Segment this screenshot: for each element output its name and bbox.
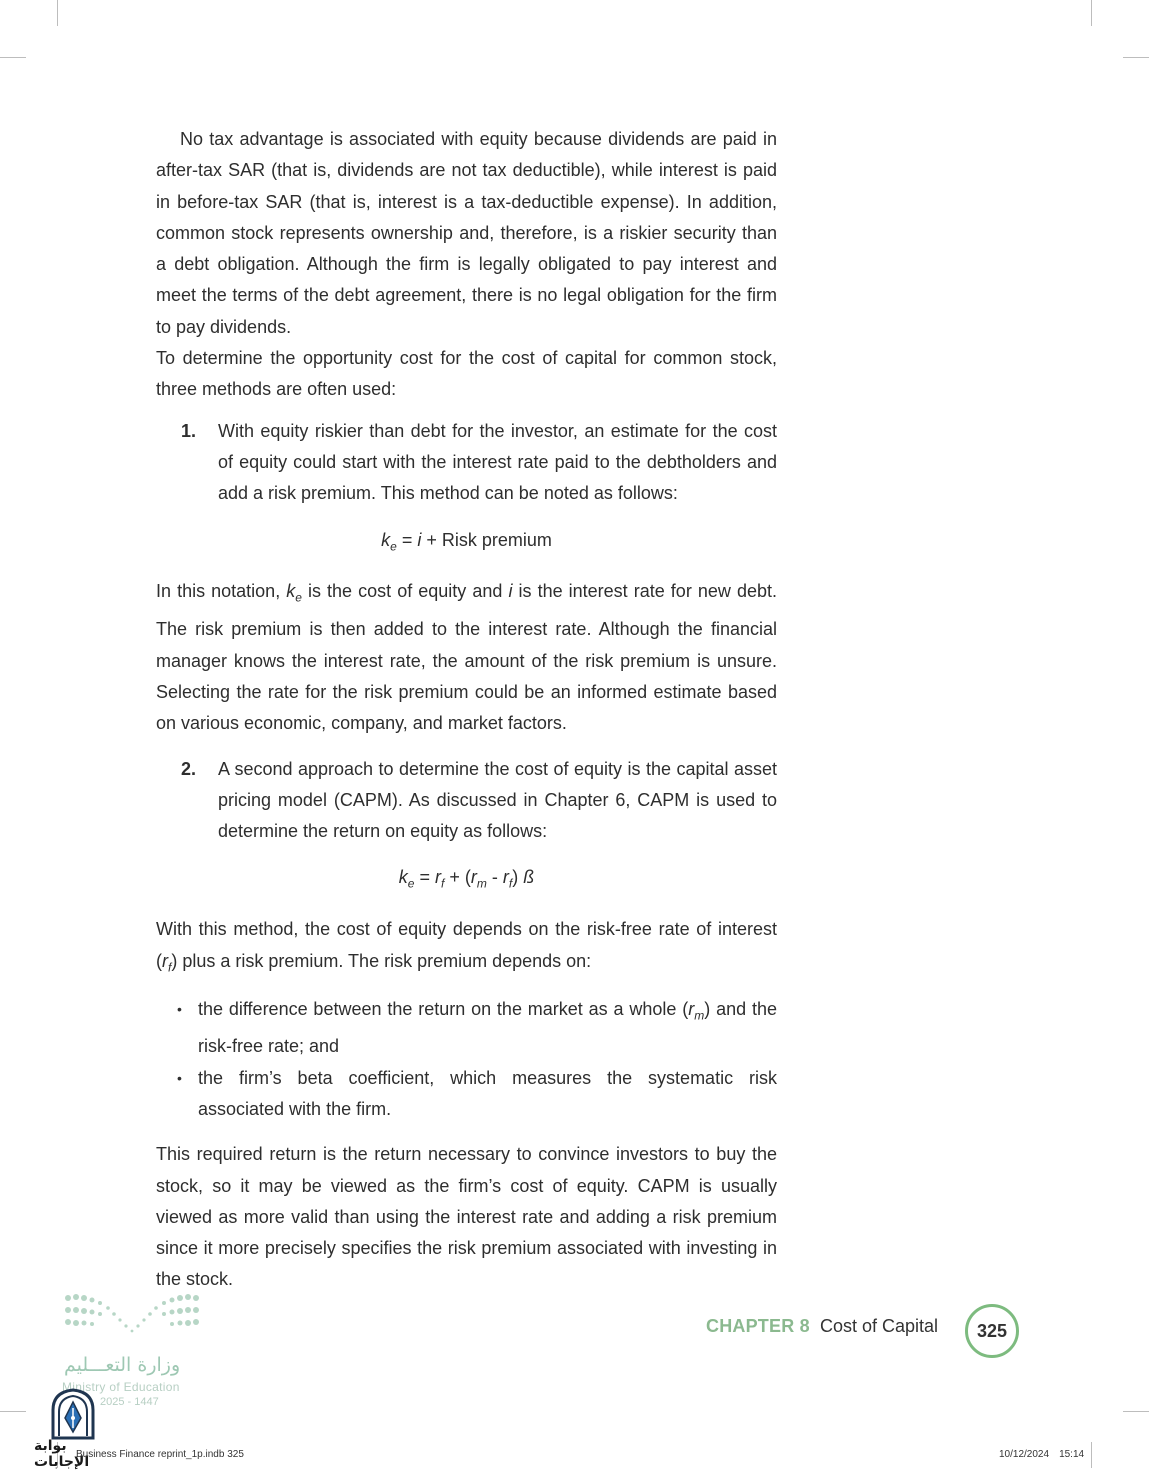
print-slug-file: Business Finance reprint_1p.indb 325: [76, 1449, 244, 1460]
chapter-title: Cost of Capital: [820, 1316, 939, 1336]
pen-nib-arch-icon: [48, 1388, 98, 1440]
crop-mark: [1091, 1442, 1092, 1468]
text-subscript: f: [168, 960, 172, 975]
formula-text: =: [414, 867, 435, 888]
item-number: 1.: [181, 420, 197, 441]
text-run: is the cost of equity and: [301, 581, 509, 602]
print-slug-time: 15:14: [1059, 1449, 1085, 1460]
text-symbol: r: [688, 998, 695, 1019]
page-number: 325: [976, 1320, 1008, 1341]
crop-mark: [57, 0, 58, 26]
paragraph: This required return is the return necessary to convince investors to buy the stock, so it may be viewed as the firm’s cost of equity. CAPM is usually viewed as more valid than using the interest rate and adding a risk premium since it more precisely specifies the risk premium associated with investing in the stock.: [156, 1144, 777, 1290]
print-slug-date: 10/12/2024: [999, 1449, 1050, 1460]
formula-symbol: k: [381, 529, 391, 550]
item-number: 2.: [181, 758, 197, 779]
ministry-year: 2025 - 1447: [100, 1396, 159, 1408]
text-run: In this notation,: [156, 581, 287, 602]
text-run: is the interest rate for new debt. The risk premium is then added to the interest rate. Although the financial manager knows the interest rate, the amount of the risk premium is unsure. Selecting the rate for the risk premium could be an informed estimate based on various economic, company, and market factors.: [156, 581, 777, 734]
formula-text: + Risk premium: [421, 529, 552, 550]
formula-symbol: r: [435, 867, 441, 888]
crop-mark: [0, 57, 26, 58]
ministry-english-name: Ministry of Education: [62, 1380, 180, 1394]
site-label: بوابة الإجابات: [34, 1438, 90, 1470]
crop-mark: [0, 1411, 26, 1412]
formula-symbol: r: [502, 867, 509, 888]
chapter-label: CHAPTER 8: [706, 1316, 810, 1336]
formula-symbol: i: [417, 529, 422, 550]
bullet-list: [177, 994, 777, 1126]
bullet-icon: •: [177, 1069, 182, 1086]
formula-capm: [156, 862, 777, 900]
ministry-dots-logo-icon: [62, 1290, 202, 1340]
formula-subscript: m: [476, 877, 487, 892]
text-run: ) and the risk-free rate; and: [198, 998, 777, 1057]
formula-text: + (: [444, 867, 471, 888]
paragraph: No tax advantage is associated with equity because dividends are paid in after-tax SAR (that is, dividends are not tax deductible), while interest is paid in before-tax SAR (that is, interest is a tax-deductible expense). In addition, common stock represents ownership and, therefore, is a riskier security than a debt obligation. Although the firm is legally obligated to pay interest and meet the terms of the debt agreement, there is no legal obligation for the firm to pay dividends.: [156, 129, 777, 337]
numbered-item: [181, 754, 777, 848]
formula-text: =: [396, 529, 418, 550]
text-symbol: r: [162, 950, 168, 971]
item-text: A second approach to determine the cost of equity is the capital asset pricing model (CAPM). As discussed in Chapter 6, CAPM is used to determine the return on equity as follows:: [218, 758, 777, 842]
numbered-item: [181, 416, 777, 510]
formula-subscript: e: [407, 877, 415, 892]
list-item: [177, 1063, 777, 1126]
bullet-icon: •: [177, 1000, 182, 1017]
page-number-badge: [965, 1304, 1019, 1358]
text-symbol: k: [286, 581, 296, 602]
formula-subscript: e: [390, 539, 397, 554]
ministry-arabic-name: وزارة التعـــليم: [64, 1354, 181, 1376]
formula-text: -: [486, 867, 503, 888]
text-symbol: i: [508, 581, 513, 602]
formula-risk-premium: [156, 525, 777, 563]
paragraph: [156, 914, 777, 983]
formula-symbol: k: [398, 867, 408, 888]
crop-mark: [1123, 1411, 1149, 1412]
text-run: With this method, the cost of equity depends on the risk-free rate of interest (: [156, 919, 777, 971]
page-body: [156, 124, 777, 1296]
text-run: the difference between the return on the market as a whole (: [198, 998, 689, 1019]
text-subscript: m: [694, 1008, 705, 1023]
print-slug-datetime: [999, 1449, 1084, 1460]
formula-symbol: ß: [523, 867, 535, 888]
crop-mark: [1091, 0, 1092, 26]
paragraph: [156, 576, 777, 739]
list-item-text: [198, 994, 777, 1063]
item-text: With equity riskier than debt for the investor, an estimate for the cost of equity could start with the interest rate paid to the debtholders and add a risk premium. This method can be noted as follows:: [218, 420, 777, 504]
formula-subscript: f: [441, 877, 445, 892]
text-subscript: e: [295, 591, 302, 606]
formula-symbol: r: [470, 867, 477, 888]
paragraph: To determine the opportunity cost for the cost of capital for common stock, three methods are often used:: [156, 348, 777, 400]
crop-mark: [1123, 57, 1149, 58]
formula-text: ): [512, 867, 524, 888]
text-run: ) plus a risk premium. The risk premium depends on:: [171, 950, 592, 971]
list-item: [177, 994, 777, 1063]
formula-subscript: f: [508, 877, 513, 892]
list-item-text: the firm’s beta coefficient, which measures the systematic risk associated with the firm.: [198, 1067, 777, 1119]
